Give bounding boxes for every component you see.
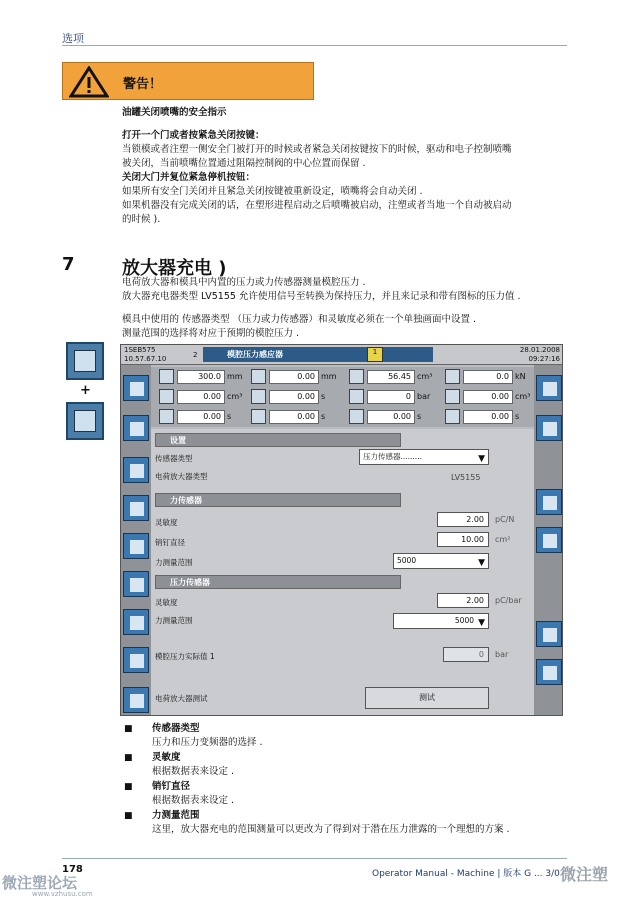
value-row-1 xyxy=(151,367,534,387)
table-button[interactable] xyxy=(536,621,562,647)
bullet-mark: ■ xyxy=(124,782,133,792)
dropdown-arrow-icon: ▼ xyxy=(478,558,485,568)
bullet-3-term: 销钉直径 xyxy=(152,781,191,792)
actual-pressure-value: 0 xyxy=(443,647,489,662)
row3-unit-4: s xyxy=(515,412,520,421)
bullet-1-term: 传感器类型 xyxy=(152,723,200,734)
row3-value-3: 0.00 xyxy=(367,410,415,424)
bullet-2-desc: 根据数据表来设定 . xyxy=(152,766,235,777)
process-button[interactable] xyxy=(123,647,149,673)
row3-value-4: 0.00 xyxy=(463,410,513,424)
warning-box xyxy=(62,62,314,100)
section-header: 选项 xyxy=(62,32,84,45)
pressure-icon xyxy=(349,389,364,404)
mold-position-icon xyxy=(251,369,266,384)
sensor-page-button[interactable] xyxy=(66,402,104,440)
amp-test-label: 电荷放大器测试 xyxy=(155,694,208,703)
safety-sub2: 关闭大门并复位紧急停机按钮： xyxy=(122,172,256,183)
pressure-sensitivity-input[interactable]: 2.00 xyxy=(437,593,489,608)
plus-sign: + xyxy=(80,383,91,398)
header-divider xyxy=(62,45,567,46)
actual-pressure-label: 模腔压力实际值 1 xyxy=(155,652,215,661)
amp-type-label: 电荷放大器类型 xyxy=(155,472,208,481)
dosing-time-icon xyxy=(445,409,460,424)
cycle-time-icon xyxy=(251,389,266,404)
bullet-3-desc: 根据数据表来设定 . xyxy=(152,795,235,806)
screen-id-line1: 1SEB575 xyxy=(124,346,156,354)
test-button[interactable]: 测试 xyxy=(365,687,489,709)
dropdown-arrow-icon: ▼ xyxy=(478,454,485,464)
force-sensitivity-unit: pC/N xyxy=(495,515,515,524)
row3-unit-1: s xyxy=(227,412,232,421)
row1-unit-2: mm xyxy=(321,372,337,381)
dosing-icon xyxy=(445,389,460,404)
row3-value-1: 0.00 xyxy=(177,410,225,424)
chapter-p1a: 电荷放大器和模具中内置的压力或力传感器测量模腔压力 . xyxy=(122,277,366,288)
pressure-range-select[interactable] xyxy=(393,613,489,629)
monitor-button[interactable] xyxy=(536,489,562,515)
screen-select-button[interactable] xyxy=(66,342,104,380)
row2-value-3: 0 xyxy=(367,390,415,404)
sensor-type-label: 传感器类型 xyxy=(155,454,193,463)
pressure-range-value: 5000 xyxy=(454,616,474,625)
row1-value-1: 300.0 xyxy=(177,370,225,384)
safety-sub1: 打开一个门或者按紧急关闭按键： xyxy=(122,130,265,141)
pin-diameter-input[interactable]: 10.00 xyxy=(437,532,489,547)
row2-unit-2: s xyxy=(321,392,326,401)
print-button[interactable] xyxy=(536,527,562,553)
row1-value-2: 0.00 xyxy=(269,370,319,384)
amp-type-value: LV5155 xyxy=(451,473,481,482)
bullet-1-desc: 压力和压力变频器的选择 . xyxy=(152,737,263,748)
screen-mid-code: 1 xyxy=(367,347,383,362)
screen-title-text: 模腔压力感应器 xyxy=(227,350,283,359)
footer-divider xyxy=(62,858,567,859)
clamp-button[interactable] xyxy=(123,415,149,441)
bullet-2-term: 灵敏度 xyxy=(152,752,181,763)
bullet-mark: ■ xyxy=(124,724,133,734)
force-range-label: 力测量范围 xyxy=(155,558,193,567)
safety-p2a: 如果所有安全门关闭并且紧急关闭按键被重新设定，喷嘴将会自动关闭 . xyxy=(122,186,423,197)
watermark-left-url: www.vzhusu.com xyxy=(32,890,93,898)
dropdown-arrow-icon: ▼ xyxy=(478,618,485,628)
warning-title: 警告！ xyxy=(123,77,163,92)
screen-id-line2: 10.57.67.10 xyxy=(124,355,167,363)
ejector-button[interactable] xyxy=(123,495,149,521)
row1-unit-3: cm³ xyxy=(417,372,433,381)
hand-button[interactable] xyxy=(123,687,149,713)
screen-title xyxy=(203,347,433,362)
row3-value-2: 0.00 xyxy=(269,410,319,424)
screen-date: 28.01.2008 xyxy=(519,346,560,354)
value-row-3 xyxy=(151,407,534,427)
sensor-icon xyxy=(74,410,96,432)
pressure-sensitivity-unit: pC/bar xyxy=(495,596,522,605)
safety-p1a: 当锁模或者注塑一侧安全门被打开的时候或者紧急关闭按键按下的时候，驱动和电子控制喷嘴 xyxy=(122,144,512,155)
safety-p2b: 如果机器没有完成关闭的话，在塑形进程启动之后喷嘴被启动，注塑或者当地一个自动被启动 xyxy=(122,200,512,211)
chapter-number: 7 xyxy=(62,254,75,275)
safety-heading: 油罐关闭喷嘴的安全指示 xyxy=(122,107,227,118)
row1-value-4: 0.0 xyxy=(463,370,513,384)
bullet-4-term: 力测量范围 xyxy=(152,810,200,821)
chapter-p2b: 测量范围的选择将对应于预期的模腔压力 . xyxy=(122,328,300,339)
row2-value-4: 0.00 xyxy=(463,390,513,404)
pressure-section-header: 压力传感器 xyxy=(155,575,401,589)
value-row-2 xyxy=(151,387,534,407)
cooling-time-icon xyxy=(251,409,266,424)
settings-section-header: 设置 xyxy=(155,433,401,447)
force-section-header: 力传感器 xyxy=(155,493,401,507)
machine-screen xyxy=(120,344,563,716)
row3-unit-2: s xyxy=(321,412,326,421)
row2-value-1: 0.00 xyxy=(177,390,225,404)
chapter-title: 放大器充电 ) xyxy=(122,258,227,279)
warning-triangle-icon xyxy=(69,66,109,98)
row2-unit-4: cm³ xyxy=(515,392,531,401)
safety-p2c: 的时候 ). xyxy=(122,214,161,225)
chapter-p1b: 放大器充电器类型 LV5155 允许使用信号至转换为保持压力，并且来记录和带有图标的压力值 . xyxy=(122,291,521,302)
footer-manual: Operator Manual - Machine | 版本 G ... 3/0 xyxy=(372,869,560,879)
shot-volume-icon xyxy=(349,369,364,384)
pressure-sensitivity-label: 灵敏度 xyxy=(155,598,178,607)
heating-button[interactable] xyxy=(123,533,149,559)
screw-button[interactable] xyxy=(123,571,149,597)
force-sensitivity-input[interactable]: 2.00 xyxy=(437,512,489,527)
bullet-mark: ■ xyxy=(124,811,133,821)
safety-p1b: 被关闭，当前喷嘴位置通过阻隔控制阀的中心位置而保留 . xyxy=(122,158,366,169)
force-sensitivity-label: 灵敏度 xyxy=(155,518,178,527)
force-range-value: 5000 xyxy=(397,556,417,565)
force-range-select[interactable] xyxy=(393,553,489,569)
row1-unit-4: kN xyxy=(515,372,526,381)
clamp-force-icon xyxy=(445,369,460,384)
row2-value-2: 0.00 xyxy=(269,390,319,404)
row1-unit-1: mm xyxy=(227,372,243,381)
cushion-icon xyxy=(159,389,174,404)
actual-pressure-unit: bar xyxy=(495,650,509,659)
pin-diameter-label: 销钉直径 xyxy=(155,538,185,547)
injection-time-icon xyxy=(159,409,174,424)
refresh-button[interactable] xyxy=(536,375,562,401)
page-number: 178 xyxy=(62,864,83,875)
row3-unit-3: s xyxy=(417,412,422,421)
sensor-type-select[interactable] xyxy=(359,449,489,465)
sensor-type-value: 压力传感器......... xyxy=(363,452,422,461)
settings-button[interactable] xyxy=(536,415,562,441)
screen-icon xyxy=(74,350,96,372)
sensor-settings-panel xyxy=(151,429,534,716)
pressure-range-label: 力测量范围 xyxy=(155,616,193,625)
row2-unit-3: bar xyxy=(417,392,431,401)
mold-button[interactable] xyxy=(123,375,149,401)
pin-diameter-unit: cm² xyxy=(495,535,511,544)
bullet-4-desc: 这里，放大器充电的范围测量可以更改为了得到对于潜在压力泄露的一个理想的方案 . xyxy=(152,824,510,835)
inject-button[interactable] xyxy=(123,457,149,483)
screen-time: 09:27:16 xyxy=(528,355,560,363)
bullet-mark: ■ xyxy=(124,753,133,763)
watermark-right: 微注塑 xyxy=(560,865,609,884)
barrel-button[interactable] xyxy=(123,609,149,635)
watermark-left: 微注塑论坛 xyxy=(2,874,78,892)
chapter-p2a: 模具中使用的 传感器类型 （压力或力传感器）和灵敏度必须在一个单独画面中设置 . xyxy=(122,314,477,325)
edit-button[interactable] xyxy=(536,659,562,685)
row2-unit-1: cm³ xyxy=(227,392,243,401)
screen-right-toolbar xyxy=(534,365,563,716)
screw-position-icon xyxy=(159,369,174,384)
hold-time-icon xyxy=(349,409,364,424)
screen-page-no: 2 xyxy=(193,351,198,359)
row1-value-3: 56.45 xyxy=(367,370,415,384)
screen-left-toolbar xyxy=(121,365,151,716)
screen-topbar xyxy=(121,345,563,365)
